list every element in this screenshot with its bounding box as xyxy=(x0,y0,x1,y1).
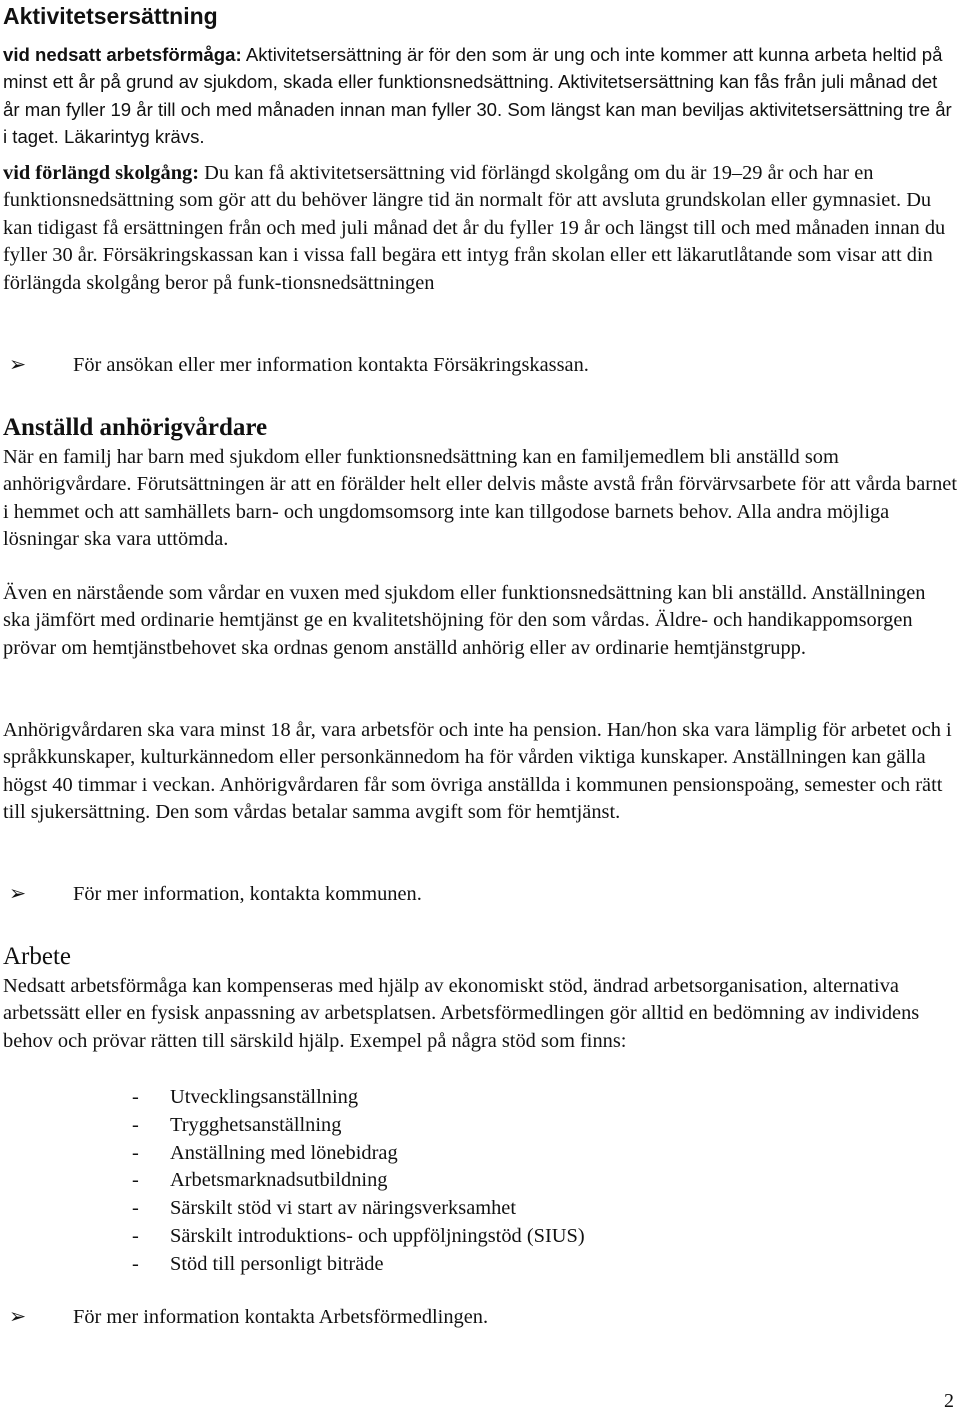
list-item: - Arbetsmarknadsutbildning xyxy=(132,1167,585,1195)
paragraph-arbete: Nedsatt arbetsförmåga kan kompenseras med hjälp av ekonomiskt stöd, ändrad arbetsorganisation, alternativa arbetssätt eller en fysisk anpassning av arbetsplatsen. Arbetsförmedlingen gör alltid en bedömning av individens behov och prövar rätten till särskild hjälp. Exempel på några stöd som finns: xyxy=(3,975,920,1052)
bullet-forsakringskassan xyxy=(9,352,589,379)
paragraph-anhorig-2: Även en närstående som vårdar en vuxen med sjukdom eller funktionsnedsättning kan bli anställd. Anställningen ska jämfört med ordinarie hemtjänst ge en kvalitetshöjning för den som vårdas. Äldre- och handikappomsorgen prövar om hemtjänstbehovet ska ordnas genom anställd anhörig eller av ordinarie hemtjänstgrupp. xyxy=(3,582,926,659)
support-list xyxy=(132,1084,585,1279)
paragraph-anhorig-3: Anhörigvårdaren ska vara minst 18 år, vara arbetsför och inte ha pension. Han/hon ska vara lämplig för arbetet och i språkkunskaper, kulturkännedom eller personkännedom ha för vården viktiga kunskaper. Anställningen kan gälla högst 40 timmar i veckan. Anhörigvårdaren får som övriga anställda i kommunen pensionspoäng, semester och rätt till sjukersättning. Den som vårdas betalar samma avgift som för hemtjänst. xyxy=(3,719,952,824)
arrow-bullet-icon: ➢ xyxy=(9,1306,27,1328)
arrow-bullet-icon: ➢ xyxy=(9,883,27,905)
arrow-bullet-icon: ➢ xyxy=(9,354,27,376)
list-item: - Särskilt stöd vi start av näringsverksamhet xyxy=(132,1195,585,1223)
text-nedsatt-arbetsformaga: Aktivitetsersättning är för den som är ung och inte kommer att kunna arbeta heltid på minst ett år på grund av sjukdom, skada eller funktionsnedsättning. Aktivitetsersättning kan fås från juli månad det år man fyller 19 år till och med månaden innan man fyller 30. Som längst kan man beviljas aktivitetsersättning tre år i taget. Läkarintyg krävs. xyxy=(3,44,952,148)
lead-nedsatt-arbetsformaga: vid nedsatt arbetsförmåga: xyxy=(3,44,242,65)
list-item: - Utvecklingsanställning xyxy=(132,1084,585,1112)
bullet-arbetsformedlingen xyxy=(9,1304,488,1331)
text-forlangd-skolgang: Du kan få aktivitetsersättning vid förlängd skolgång om du är 19–29 år och har en funktionsnedsättning som gör att du behöver längre tid än normalt för att avsluta grundskolan eller gymnasiet. Du kan tidigast få ersättningen från och med juli månad det år du fyller 19 år och längst till och med månaden innan du fyller 30 år. Försäkringskassan kan i vissa fall begära ett intyg från skolan eller ett läkarutlåtande som visar att din förlängda skolgång beror på funk-tionsnedsättningen xyxy=(3,162,946,294)
list-item: - Anställning med lönebidrag xyxy=(132,1140,585,1168)
paragraph-anhorig-1: När en familj har barn med sjukdom eller funktionsnedsättning kan en familjemedlem bli anställd som anhörigvårdare. Förutsättningen är att en förälder helt eller delvis måste avstå från förvärvsarbete för att vårda barnet i hemmet och att samhällets barn- och ungdomsomsorg inte kan tillgodose barnets behov. Alla andra möjliga lösningar ska vara uttömda. xyxy=(3,446,957,551)
list-item: - Stöd till personligt biträde xyxy=(132,1251,585,1279)
heading-arbete: Arbete xyxy=(3,943,72,970)
lead-forlangd-skolgang: vid förlängd skolgång: xyxy=(3,162,200,184)
heading-anstalld-anhorigvardare: Anställd anhörigvårdare xyxy=(3,414,268,441)
bullet-kommunen xyxy=(9,881,422,908)
bullet-text-forsakringskassan: För ansökan eller mer information kontakta Försäkringskassan. xyxy=(73,354,589,376)
page-number: 2 xyxy=(944,1390,954,1412)
list-item: - Trygghetsanställning xyxy=(132,1112,585,1140)
bullet-text-arbetsformedlingen: För mer information kontakta Arbetsförmedlingen. xyxy=(73,1306,489,1328)
paragraph-forlangd-skolgang xyxy=(3,160,957,297)
heading-aktivitetsersattning: Aktivitetsersättning xyxy=(3,3,218,29)
bullet-text-kommunen: För mer information, kontakta kommunen. xyxy=(73,883,422,905)
paragraph-nedsatt-arbetsformaga xyxy=(3,41,957,151)
list-item: - Särskilt introduktions- och uppföljningstöd (SIUS) xyxy=(132,1223,585,1251)
